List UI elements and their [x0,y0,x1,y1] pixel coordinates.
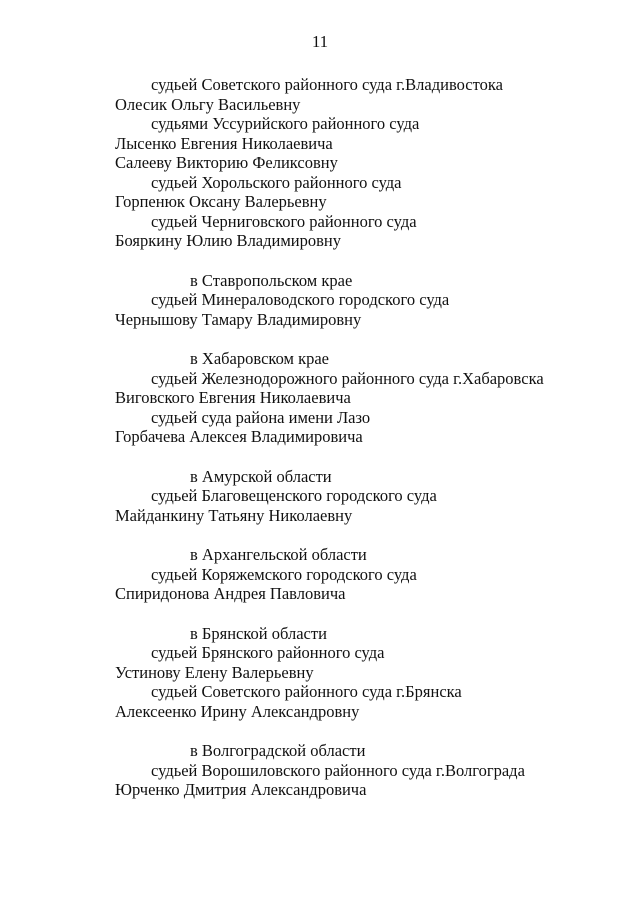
region-heading: в Архангельской области [190,545,367,564]
region-block [115,75,620,251]
region-block [115,545,620,604]
court-line: судьей Брянского районного суда [151,643,385,662]
person-name: Горпенюк Оксану Валерьевну [115,192,327,211]
region-heading: в Амурской области [190,466,332,486]
court-line: судьей Советского районного суда г.Владивостока [151,75,503,94]
region-block [115,349,620,447]
region-heading: в Ставропольском крае [190,270,353,290]
page-number: 11 [311,32,329,51]
region-heading: в Волгоградской области [190,741,366,760]
region-block [115,467,620,526]
person-name: Виговского Евгения Николаевича [115,388,351,407]
region-heading: в Хабаровском крае [190,349,329,368]
person-name: Салееву Викторию Феликсовну [115,153,338,172]
court-line: судьей суда района имени Лазо [151,407,371,427]
region-block [115,741,620,800]
person-name: Лысенко Евгения Николаевича [115,133,333,153]
court-line: судьями Уссурийского районного суда [151,114,420,133]
region-block [115,271,620,330]
person-name: Олесик Ольгу Васильевну [115,94,301,114]
person-name: Алексеенко Ирину Александровну [115,701,360,721]
person-name: Горбачева Алексея Владимировича [115,427,363,446]
appointments-list [115,75,620,820]
court-line: судьей Благовещенского городского суда [151,486,437,505]
region-block [115,624,620,722]
person-name: Бояркину Юлию Владимировну [115,231,341,250]
court-line: судьей Ворошиловского районного суда г.Волгограда [151,760,525,780]
court-line: судьей Минераловодского городского суда [151,290,450,309]
person-name: Майданкину Татьяну Николаевну [115,505,353,525]
court-line: судьей Советского районного суда г.Брянска [151,682,462,701]
court-line: судьей Коряжемского городского суда [151,564,417,584]
region-heading: в Брянской области [190,623,327,643]
court-line: судьей Хорольского районного суда [151,172,402,192]
person-name: Чернышову Тамару Владимировну [115,309,362,329]
person-name: Устинову Елену Валерьевну [115,662,314,682]
person-name: Юрченко Дмитрия Александровича [115,780,367,799]
court-line: судьей Черниговского районного суда [151,211,417,231]
court-line: судьей Железнодорожного районного суда г.Хабаровска [151,368,544,388]
person-name: Спиридонова Андрея Павловича [115,584,346,603]
